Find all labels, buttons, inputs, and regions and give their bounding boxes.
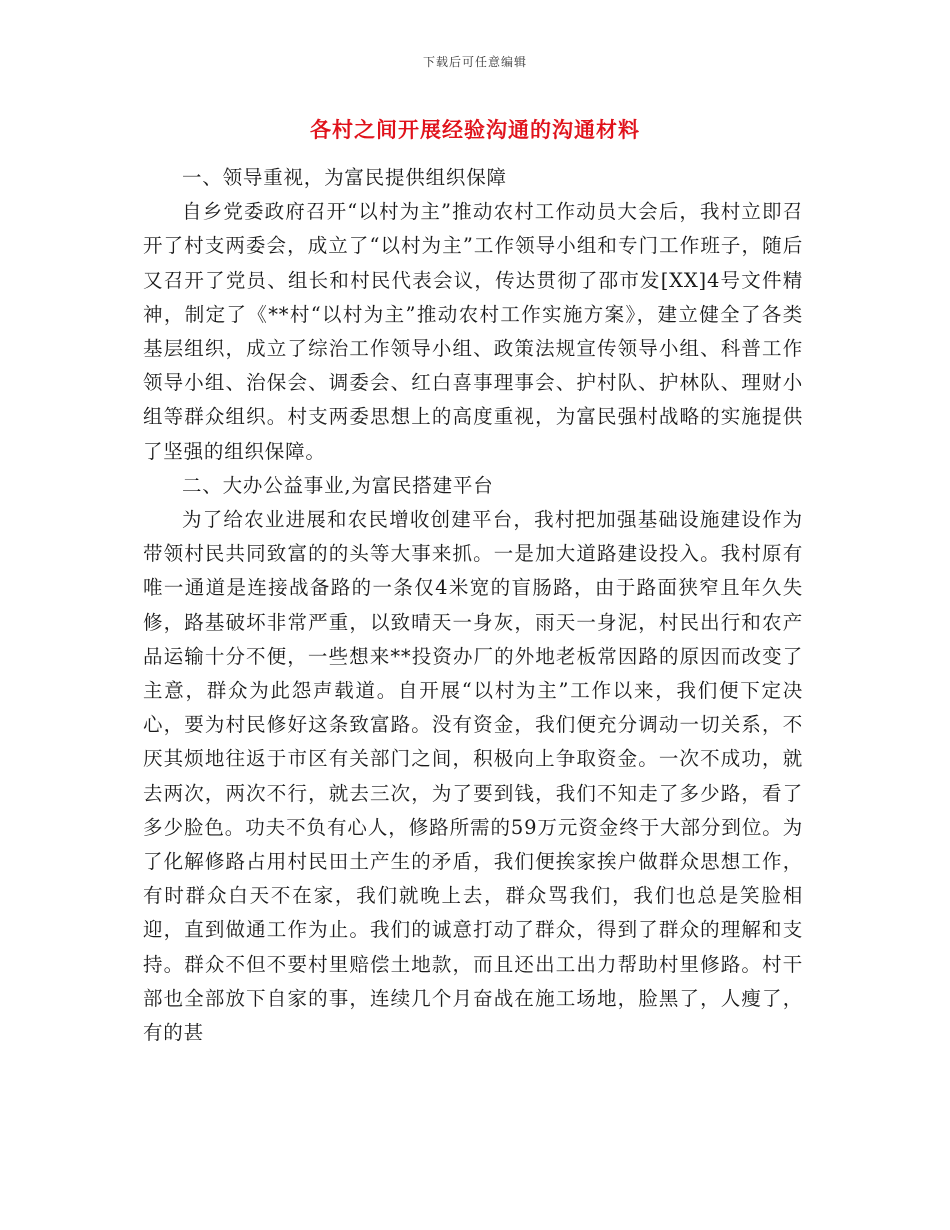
page-header: 下载后可任意编辑 <box>422 55 527 69</box>
section-paragraph: 自乡党委政府召开“以村为主”推动农村工作动员大会后，我村立即召开了村支两委会，成立了“以村为主”工作领导小组和专门工作班子，随后又召开了党员、组长和村民代表会议，传达贯彻了邵市发[XX]4号文件精神，制定了《**村“以村为主”推动农村工作实施方案》，建立健全了各类基层组织，成立了综治工作领导小组、政策法规宣传领导小组、科普工作领导小组、治保会、调委会、红白喜事理事会、护村队、护林队、理财小组等群众组织。村支两委思想上的高度重视，为富民强村战略的实施提供了坚强的组织保障。 <box>143 200 803 463</box>
section-paragraph: 为了给农业进展和农民增收创建平台，我村把加强基础设施建设作为带领村民共同致富的的头等大事来抓。一是加大道路建设投入。我村原有唯一通道是连接战备路的一条仅4米宽的盲肠路，由于路面狭窄且年久失修，路基破坏非常严重，以致晴天一身灰，雨天一身泥，村民出行和农产品运输十分不便，一些想来**投资办厂的外地老板常因路的原因而改变了主意，群众为此怨声载道。自开展“以村为主”工作以来，我们便下定决心，要为村民修好这条致富路。没有资金，我们便充分调动一切关系，不厌其烦地往返于市区有关部门之间，积极向上争取资金。一次不成功，就去两次，两次不行，就去三次，为了要到钱，我们不知走了多少路，看了多少脸色。功夫不负有心人，修路所需的59万元资金终于大部分到位。为了化解修路占用村民田土产生的矛盾，我们便挨家挨户做群众思想工作，有时群众白天不在家，我们就晚上去，群众骂我们，我们也总是笑脸相迎，直到做通工作为止。我们的诚意打动了群众，得到了群众的理解和支持。群众不但不要村里赔偿土地款，而且还出工出力帮助村里修路。村干部也全部放下自家的事，连续几个月奋战在施工场地，脸黑了，人瘦了，有的甚 <box>143 508 803 1045</box>
section-heading: 二、大办公益事业,为富民搭建平台 <box>182 473 494 497</box>
section-heading: 一、领导重视，为富民提供组织保障 <box>182 166 507 189</box>
document-title: 各村之间开展经验沟通的沟通材料 <box>310 117 640 142</box>
document-body <box>143 161 803 1050</box>
